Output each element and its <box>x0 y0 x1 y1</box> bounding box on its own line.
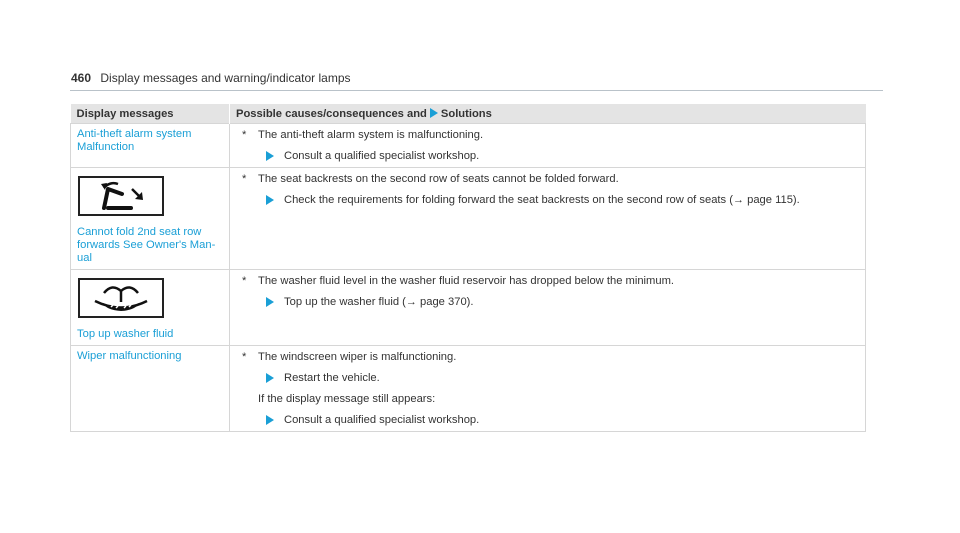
solution: Check the requirements for folding forward the seat backrests on the second row of seats (→ page 115). <box>236 193 859 207</box>
page-reference[interactable]: page 115). <box>747 194 800 206</box>
causes-cell <box>230 124 866 168</box>
col-header-causes-solutions <box>230 104 866 124</box>
col-header-display-messages: Display messages <box>71 104 230 124</box>
table-row <box>71 168 866 270</box>
message-washer-fluid: Top up washer fluid <box>77 328 174 340</box>
col-header-solutions: Solutions <box>440 107 492 120</box>
solution: Consult a qualified specialist workshop. <box>236 413 859 427</box>
page-ref-arrow-icon: → <box>732 194 744 206</box>
solution: Top up the washer fluid (→ page 370). <box>236 295 859 309</box>
message-cell <box>71 346 230 432</box>
action-arrow-icon <box>266 415 274 425</box>
col-header-causes: Possible causes/consequences and <box>236 107 427 120</box>
washer-fluid-icon <box>78 278 164 318</box>
note: If the display message still appears: <box>258 393 436 405</box>
page-number: 460 <box>71 71 92 85</box>
solution: Consult a qualified specialist workshop. <box>236 149 859 163</box>
action-arrow-icon <box>266 297 274 307</box>
header-rule <box>70 90 883 91</box>
message-anti-theft: Anti-theft alarm system Malfunction <box>77 128 192 153</box>
page-ref-arrow-icon: → <box>405 296 417 308</box>
causes-cell <box>230 346 866 432</box>
table-row <box>71 270 866 346</box>
action-arrow-icon <box>266 195 274 205</box>
page-header-title: Display messages and warning/indicator lamps <box>100 71 351 85</box>
action-arrow-icon <box>266 151 274 161</box>
seat-backrest-fold-icon <box>78 176 164 216</box>
causes-cell <box>230 168 866 270</box>
table-row <box>71 346 866 432</box>
action-arrow-icon <box>266 373 274 383</box>
page-reference[interactable]: page 370). <box>420 296 474 308</box>
table-row <box>71 124 866 168</box>
message-wiper: Wiper malfunctioning <box>77 350 182 362</box>
cause: * The seat backrests on the second row of seats cannot be folded forward. <box>242 173 619 185</box>
message-cell <box>71 168 230 270</box>
message-cannot-fold: Cannot fold 2nd seat row forwards See Owner's Man- ual <box>77 226 216 264</box>
message-cell <box>71 124 230 168</box>
message-cell <box>71 270 230 346</box>
cause: * The windscreen wiper is malfunctioning. <box>242 351 457 363</box>
solution-arrow-icon <box>430 108 438 118</box>
cause: * The anti-theft alarm system is malfunctioning. <box>242 129 484 141</box>
table-header-row <box>71 104 866 124</box>
causes-cell <box>230 270 866 346</box>
solution: Restart the vehicle. <box>236 371 859 385</box>
cause: * The washer fluid level in the washer fluid reservoir has dropped below the minimum. <box>242 275 675 287</box>
display-messages-table <box>70 104 866 432</box>
page-header <box>71 71 351 85</box>
